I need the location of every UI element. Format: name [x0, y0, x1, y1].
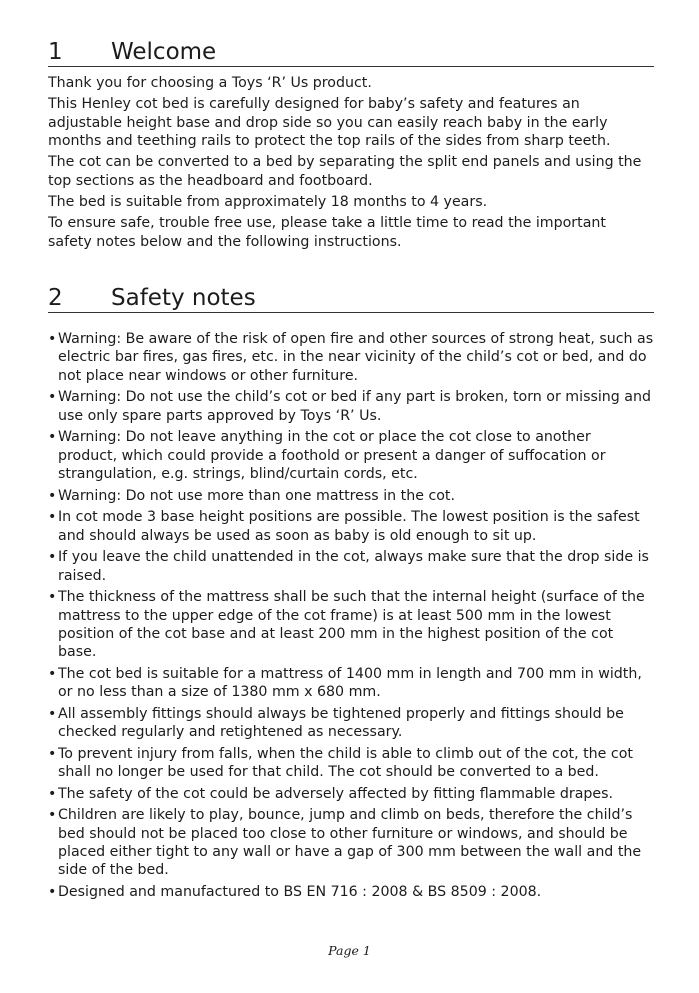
- welcome-paragraph: To ensure safe, trouble free use, please take a little time to read the important safety notes below and the following instructions.: [48, 215, 606, 250]
- safety-note-item: [48, 785, 654, 803]
- safety-note-text: Warning: Do not use the child’s cot or bed if any part is broken, torn or missing and use only spare parts approved by Toys ‘R’ Us.: [58, 389, 651, 424]
- safety-note-item: [48, 806, 654, 879]
- welcome-paragraph: This Henley cot bed is carefully designed for baby’s safety and features an adjustable height base and drop side so you can easily reach baby in the early months and teething rails to protect the top rails of the sides from sharp teeth.: [48, 96, 611, 149]
- bullet-icon: •: [48, 509, 57, 526]
- safety-note-item: [48, 487, 654, 505]
- safety-note-text: The cot bed is suitable for a mattress of 1400 mm in length and 700 mm in width, or no less than a size of 1380 mm x 680 mm.: [58, 665, 642, 701]
- safety-section-number: 2: [48, 285, 63, 311]
- bullet-icon: •: [48, 549, 57, 566]
- safety-note-text: Designed and manufactured to BS EN 716 : 2008 & BS 8509 : 2008.: [58, 884, 542, 900]
- bullet-icon: •: [48, 589, 57, 606]
- safety-note-item: [48, 388, 654, 425]
- safety-note-text: If you leave the child unattended in the cot, always make sure that the drop side is raised.: [58, 549, 649, 584]
- welcome-body: [48, 74, 654, 254]
- safety-note-text: In cot mode 3 base height positions are possible. The lowest position is the safest and should always be used as soon as baby is old enough to sit up.: [58, 509, 640, 544]
- safety-note-item: [48, 330, 654, 385]
- welcome-heading: [48, 40, 654, 67]
- welcome-section-number: 1: [48, 39, 63, 65]
- safety-note-item: [48, 508, 654, 545]
- safety-note-text: To prevent injury from falls, when the child is able to climb out of the cot, the cot shall no longer be used for that child. The cot should be converted to a bed.: [58, 745, 633, 781]
- safety-note-item: [48, 665, 654, 702]
- bullet-icon: •: [48, 389, 57, 406]
- bullet-icon: •: [48, 807, 57, 824]
- bullet-icon: •: [48, 705, 57, 722]
- page-number: Page 1: [328, 943, 371, 958]
- safety-section-title: Safety notes: [111, 285, 256, 311]
- bullet-icon: •: [48, 665, 57, 682]
- safety-heading: [48, 286, 654, 313]
- safety-note-item: [48, 883, 654, 901]
- safety-note-text: The thickness of the mattress shall be such that the internal height (surface of the mattress to the upper edge of the cot frame) is at least 500 mm in the lowest position of the cot base and at least 200 mm in the highest position of the cot base.: [58, 589, 645, 661]
- safety-note-item: [48, 428, 654, 483]
- safety-note-item: [48, 548, 654, 585]
- safety-note-text: Warning: Do not use more than one mattress in the cot.: [58, 487, 455, 504]
- safety-notes-list: [48, 330, 654, 905]
- bullet-icon: •: [48, 429, 57, 446]
- bullet-icon: •: [48, 745, 57, 762]
- safety-note-text: Children are likely to play, bounce, jump and climb on beds, therefore the child’s bed should not be placed too close to other furniture or windows, and should be placed either tight to any wall or have a gap of 300 mm between the wall and the side of the bed.: [58, 807, 642, 879]
- bullet-icon: •: [48, 884, 57, 900]
- welcome-section-title: Welcome: [111, 39, 217, 65]
- safety-note-text: Warning: Do not leave anything in the cot or place the cot close to another product, which could provide a foothold or present a danger of suffocation or strangulation, e.g. strings, blind/curtain cords, etc.: [58, 429, 606, 482]
- bullet-icon: •: [48, 785, 57, 802]
- safety-note-item: [48, 705, 654, 742]
- safety-note-item: [48, 588, 654, 661]
- welcome-paragraph: Thank you for choosing a Toys ‘R’ Us product.: [48, 75, 372, 91]
- welcome-paragraph: The cot can be converted to a bed by separating the split end panels and using the top sections as the headboard and footboard.: [48, 154, 642, 189]
- bullet-icon: •: [48, 487, 57, 504]
- safety-note-text: All assembly fittings should always be tightened properly and fittings should be checked regularly and retightened as necessary.: [58, 705, 624, 741]
- welcome-paragraph: The bed is suitable from approximately 18 months to 4 years.: [48, 194, 488, 211]
- safety-note-text: The safety of the cot could be adversely affected by fitting flammable drapes.: [58, 785, 614, 802]
- safety-note-text: Warning: Be aware of the risk of open fire and other sources of strong heat, such as electric bar fires, gas fires, etc. in the near vicinity of the child’s cot or bed, and do not place near windows or other furniture.: [58, 331, 654, 384]
- safety-note-item: [48, 745, 654, 782]
- bullet-icon: •: [48, 331, 57, 347]
